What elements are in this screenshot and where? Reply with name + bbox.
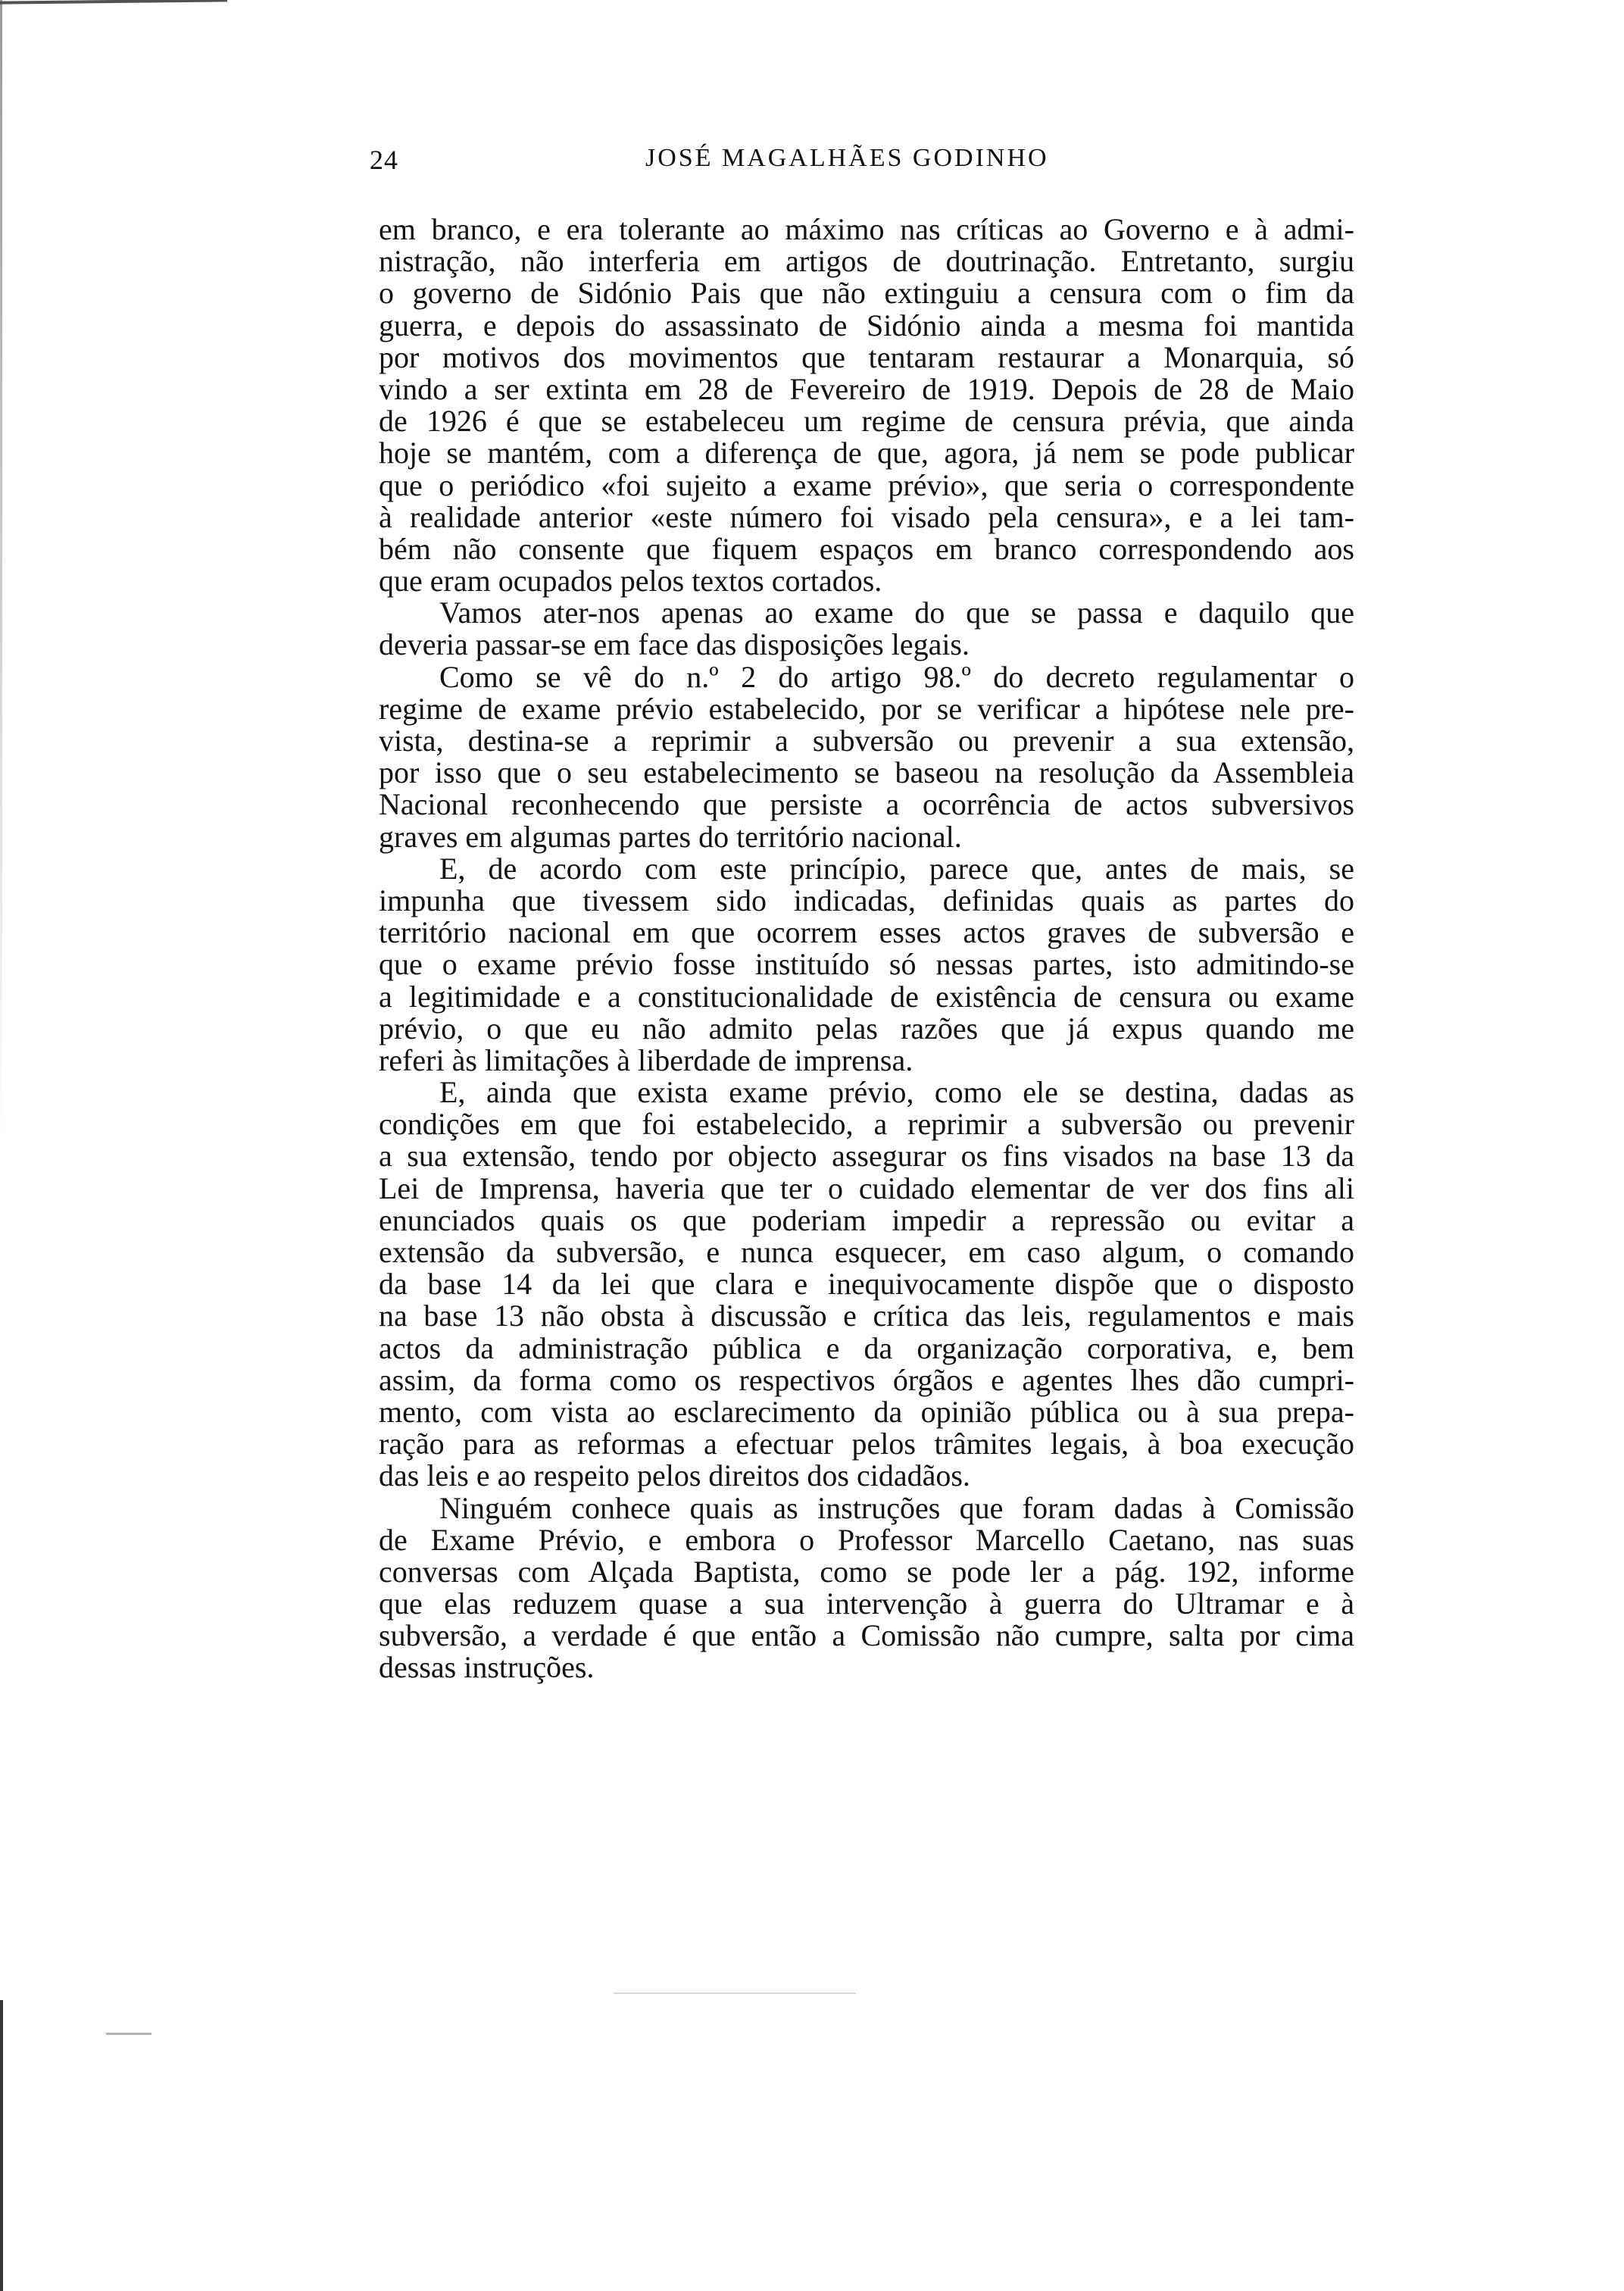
text-line: bém não consente que fiquem espaços em branco correspondendo aos (379, 531, 1354, 566)
text-line: na base 13 não obsta à discussão e crítica das leis, regulamentos e mais (379, 1299, 1354, 1333)
text-line: dessas instruções. (379, 1650, 595, 1685)
text-line: nistração, não interferia em artigos de doutrinação. Entretanto, surgiu (379, 244, 1354, 279)
paragraph (379, 214, 1354, 597)
text-line: à realidade anterior «este número foi visado pela censura», e a lei tam- (379, 499, 1354, 534)
text-line: Como se vê do n.º 2 do artigo 98.º do decreto regulamentar o (439, 659, 1354, 694)
text-line: mento, com vista ao esclarecimento da opinião pública ou à sua prepa- (379, 1394, 1354, 1429)
text-line: deveria passar-se em face das disposições legais. (379, 627, 970, 662)
text-line: impunha que tivessem sido indicadas, definidas quais as partes do (379, 883, 1354, 917)
running-head (370, 144, 1385, 189)
paragraph (379, 661, 1354, 853)
paragraph (379, 1492, 1354, 1684)
text-line: vindo a ser extinta em 28 de Fevereiro de 1919. Depois de 28 de Maio (379, 371, 1354, 406)
text-line: Nacional reconhecendo que persiste a ocorrência de actos subversivos (379, 787, 1354, 822)
text-line: que eram ocupados pelos textos cortados. (379, 564, 882, 599)
text-line: em branco, e era tolerante ao máximo nas críticas ao Governo e à admi- (379, 212, 1354, 246)
text-line: enunciados quais os que poderiam impedir a repressão ou evitar a (379, 1202, 1354, 1237)
scan-mark (614, 1993, 856, 1994)
text-line: o governo de Sidónio Pais que não extinguiu a censura com o fim da (379, 276, 1354, 311)
scan-mark (106, 2033, 151, 2035)
text-line: vista, destina-se a reprimir a subversão ou prevenir a sua extensão, (379, 724, 1354, 758)
text-line: regime de exame prévio estabelecido, por se verificar a hipótese nele pre- (379, 691, 1354, 726)
running-title: JOSÉ MAGALHÃES GODINHO (645, 144, 1049, 172)
text-line: que o periódico «foi sujeito a exame prévio», que seria o correspondente (379, 467, 1354, 502)
text-line: extensão da subversão, e nunca esquecer, em caso algum, o comando (379, 1235, 1354, 1269)
text-line: condições em que foi estabelecido, a reprimir a subversão ou prevenir (379, 1107, 1354, 1142)
page-number: 24 (370, 145, 398, 175)
text-line: assim, da forma como os respectivos órgãos e agentes lhes dão cumpri- (379, 1362, 1354, 1397)
paragraph (379, 1077, 1354, 1492)
text-line: das leis e ao respeito pelos direitos dos cidadãos. (379, 1458, 970, 1493)
text-line: graves em algumas partes do território nacional. (379, 819, 962, 854)
body-text (379, 214, 1354, 1684)
text-line: a sua extensão, tendo por objecto assegurar os fins visados na base 13 da (379, 1139, 1354, 1174)
text-line: conversas com Alçada Baptista, como se pode ler a pág. 192, informe (379, 1554, 1354, 1589)
scan-edge-left-bottom (0, 2000, 3, 2291)
text-line: prévio, o que eu não admito pelas razões que já expus quando me (379, 1011, 1354, 1045)
text-line: E, ainda que exista exame prévio, como ele se destina, dadas as (439, 1075, 1354, 1110)
text-line: Lei de Imprensa, haveria que ter o cuidado elementar de ver dos fins ali (379, 1171, 1354, 1205)
paragraph (379, 597, 1354, 661)
scan-edge-left (0, 0, 2, 1136)
text-line: por motivos dos movimentos que tentaram restaurar a Monarquia, só (379, 339, 1354, 374)
text-line: hoje se mantém, com a diferença de que, agora, já nem se pode publicar (379, 436, 1354, 470)
text-line: que elas reduzem quase a sua intervenção à guerra do Ultramar e à (379, 1586, 1354, 1621)
text-line: Ninguém conhece quais as instruções que foram dadas à Comissão (439, 1490, 1354, 1525)
text-line: por isso que o seu estabelecimento se baseou na resolução da Assembleia (379, 755, 1354, 790)
text-line: Vamos ater-nos apenas ao exame do que se passa e daquilo que (439, 595, 1354, 630)
text-line: referi às limitações à liberdade de imprensa. (379, 1042, 914, 1077)
text-line: de 1926 é que se estabeleceu um regime de censura prévia, que ainda (379, 404, 1354, 439)
text-line: de Exame Prévio, e embora o Professor Marcello Caetano, nas suas (379, 1522, 1354, 1557)
text-line: que o exame prévio fosse instituído só nessas partes, isto admitindo-se (379, 947, 1354, 982)
paragraph (379, 853, 1354, 1077)
text-line: guerra, e depois do assassinato de Sidónio ainda a mesma foi mantida (379, 308, 1354, 342)
text-line: ração para as reformas a efectuar pelos trâmites legais, à boa execução (379, 1427, 1354, 1461)
text-line: E, de acordo com este princípio, parece que, antes de mais, se (439, 851, 1354, 886)
scan-edge-top (0, 0, 227, 15)
text-line: território nacional em que ocorrem esses actos graves de subversão e (379, 915, 1354, 950)
text-line: actos da administração pública e da organização corporativa, e, bem (379, 1330, 1354, 1365)
text-line: da base 14 da lei que clara e inequivocamente dispõe que o disposto (379, 1267, 1354, 1302)
text-line: a legitimidade e a constitucionalidade de existência de censura ou exame (379, 979, 1354, 1014)
text-line: subversão, a verdade é que então a Comissão não cumpre, salta por cima (379, 1618, 1354, 1653)
